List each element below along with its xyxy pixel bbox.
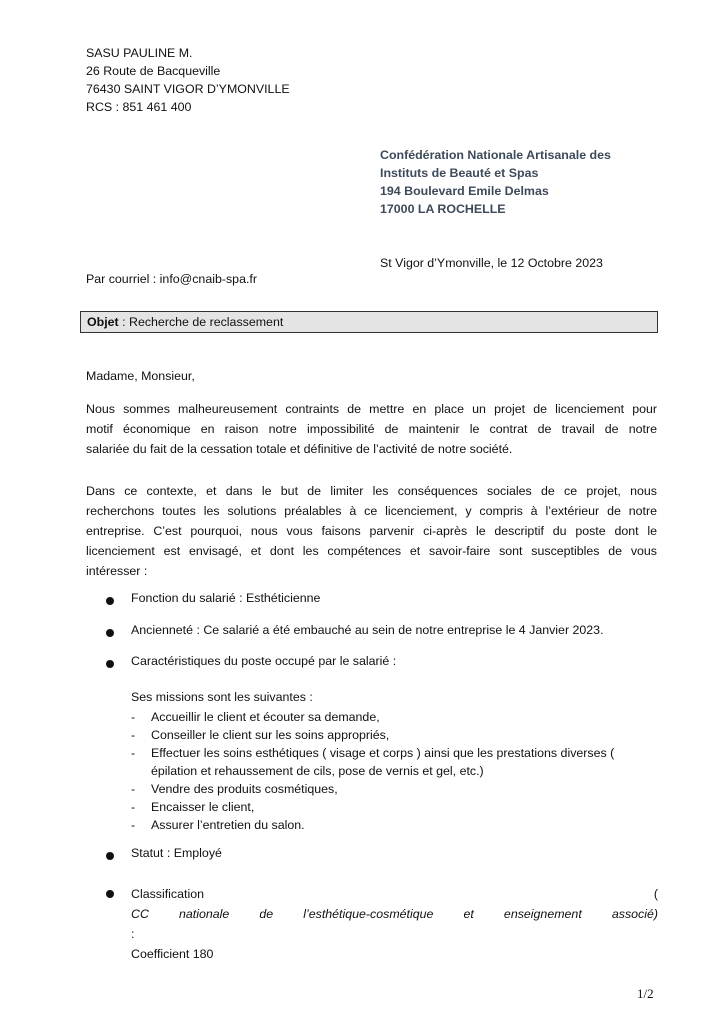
classification-coefficient: Coefficient 180 xyxy=(131,947,214,961)
recipient-line2: Instituts de Beauté et Spas xyxy=(380,166,539,180)
recipient-address xyxy=(380,146,611,218)
mission-item xyxy=(131,780,661,798)
sender-address xyxy=(86,44,290,116)
recipient-line3: 194 Boulevard Emile Delmas xyxy=(380,184,549,198)
greeting: Madame, Monsieur, xyxy=(86,369,195,383)
mission-dash: - xyxy=(131,710,136,724)
mission-text: Accueillir le client et écouter sa demande, xyxy=(151,710,380,724)
mission-text: Conseiller le client sur les soins appropriés, xyxy=(151,728,390,742)
mission-text: Effectuer les soins esthétiques ( visage et corps ) ainsi que les prestations diverses ( épilation et rehaussement de cils, pose de vernis et gel, etc.) xyxy=(151,746,615,778)
classification-suffix: : xyxy=(131,927,135,941)
paragraph-1-line: motif économique en raison notre impossibilité de maintenir le contrat de travail de notre xyxy=(86,422,657,436)
sender-name: SASU PAULINE M. xyxy=(86,46,193,60)
paragraph-2-line: recherchons toutes les solutions préalables à ce licenciement, y compris à l’extérieur de notre xyxy=(86,504,657,518)
paragraph-2-line: licenciement est envisagé, et dont les compétences et savoir-faire sont susceptibles de vous xyxy=(86,544,657,558)
subject-box xyxy=(80,311,658,333)
paragraph-2-line: intéresser : xyxy=(86,564,148,578)
bullet-dot xyxy=(106,597,114,605)
mission-text: Encaisser le client, xyxy=(151,800,255,814)
mission-dash: - xyxy=(131,746,136,760)
bullet-statut: Statut : Employé xyxy=(131,846,222,860)
sender-city: 76430 SAINT VIGOR D’YMONVILLE xyxy=(86,82,290,96)
paragraph-1-line: salariée du fait de la cessation totale et définitive de l’activité de notre société. xyxy=(86,442,513,456)
bullet-dot xyxy=(106,629,114,637)
sender-street: 26 Route de Bacqueville xyxy=(86,64,221,78)
classification-prefix: Classification ( xyxy=(131,887,658,901)
mission-dash: - xyxy=(131,818,136,832)
bullet-fonction: Fonction du salarié : Esthéticienne xyxy=(131,591,321,605)
mission-item xyxy=(131,726,661,744)
paragraph-1-line: Nous sommes malheureusement contraints de mettre en place un projet de licenciement pour xyxy=(86,402,657,416)
bullet-dot xyxy=(106,660,114,668)
paragraph-2-line: Dans ce contexte, et dans le but de limiter les conséquences sociales de ce projet, nous xyxy=(86,484,657,498)
missions-list xyxy=(131,708,661,834)
bullet-caracteristiques: Caractéristiques du poste occupé par le salarié : xyxy=(131,654,397,668)
date-line: St Vigor d’Ymonville, le 12 Octobre 2023 xyxy=(380,256,603,270)
mission-item xyxy=(131,816,661,834)
mission-dash: - xyxy=(131,782,136,796)
subject-label: Objet xyxy=(87,315,119,329)
paragraph-2-line: entreprise. C’est pourquoi, nous vous faisons parvenir ci-après le descriptif du poste dont le xyxy=(86,524,657,538)
classification-italic: CC nationale de l’esthétique-cosmétique et enseignement associé) xyxy=(131,907,658,921)
missions-intro: Ses missions sont les suivantes : xyxy=(131,690,313,704)
page-number: 1/2 xyxy=(637,986,654,1001)
recipient-line4: 17000 LA ROCHELLE xyxy=(380,202,506,216)
bullet-anciennete: Ancienneté : Ce salarié a été embauché au sein de notre entreprise le 4 Janvier 2023. xyxy=(131,623,604,637)
mission-dash: - xyxy=(131,800,136,814)
classification-line xyxy=(131,884,658,944)
paragraph-1 xyxy=(86,399,657,459)
mission-dash: - xyxy=(131,728,136,742)
bullet-dot xyxy=(106,852,114,860)
mission-text: Vendre des produits cosmétiques, xyxy=(151,782,338,796)
courriel-line: Par courriel : info@cnaib-spa.fr xyxy=(86,272,257,286)
subject-text: : Recherche de reclassement xyxy=(118,315,284,329)
paragraph-2 xyxy=(86,481,657,581)
mission-item xyxy=(131,798,661,816)
sender-rcs: RCS : 851 461 400 xyxy=(86,100,192,114)
mission-item xyxy=(131,744,661,780)
mission-text: Assurer l’entretien du salon. xyxy=(151,818,305,832)
mission-item xyxy=(131,708,661,726)
bullet-classification xyxy=(131,884,658,964)
recipient-line1: Confédération Nationale Artisanale des xyxy=(380,148,611,162)
bullet-dot xyxy=(106,890,114,898)
